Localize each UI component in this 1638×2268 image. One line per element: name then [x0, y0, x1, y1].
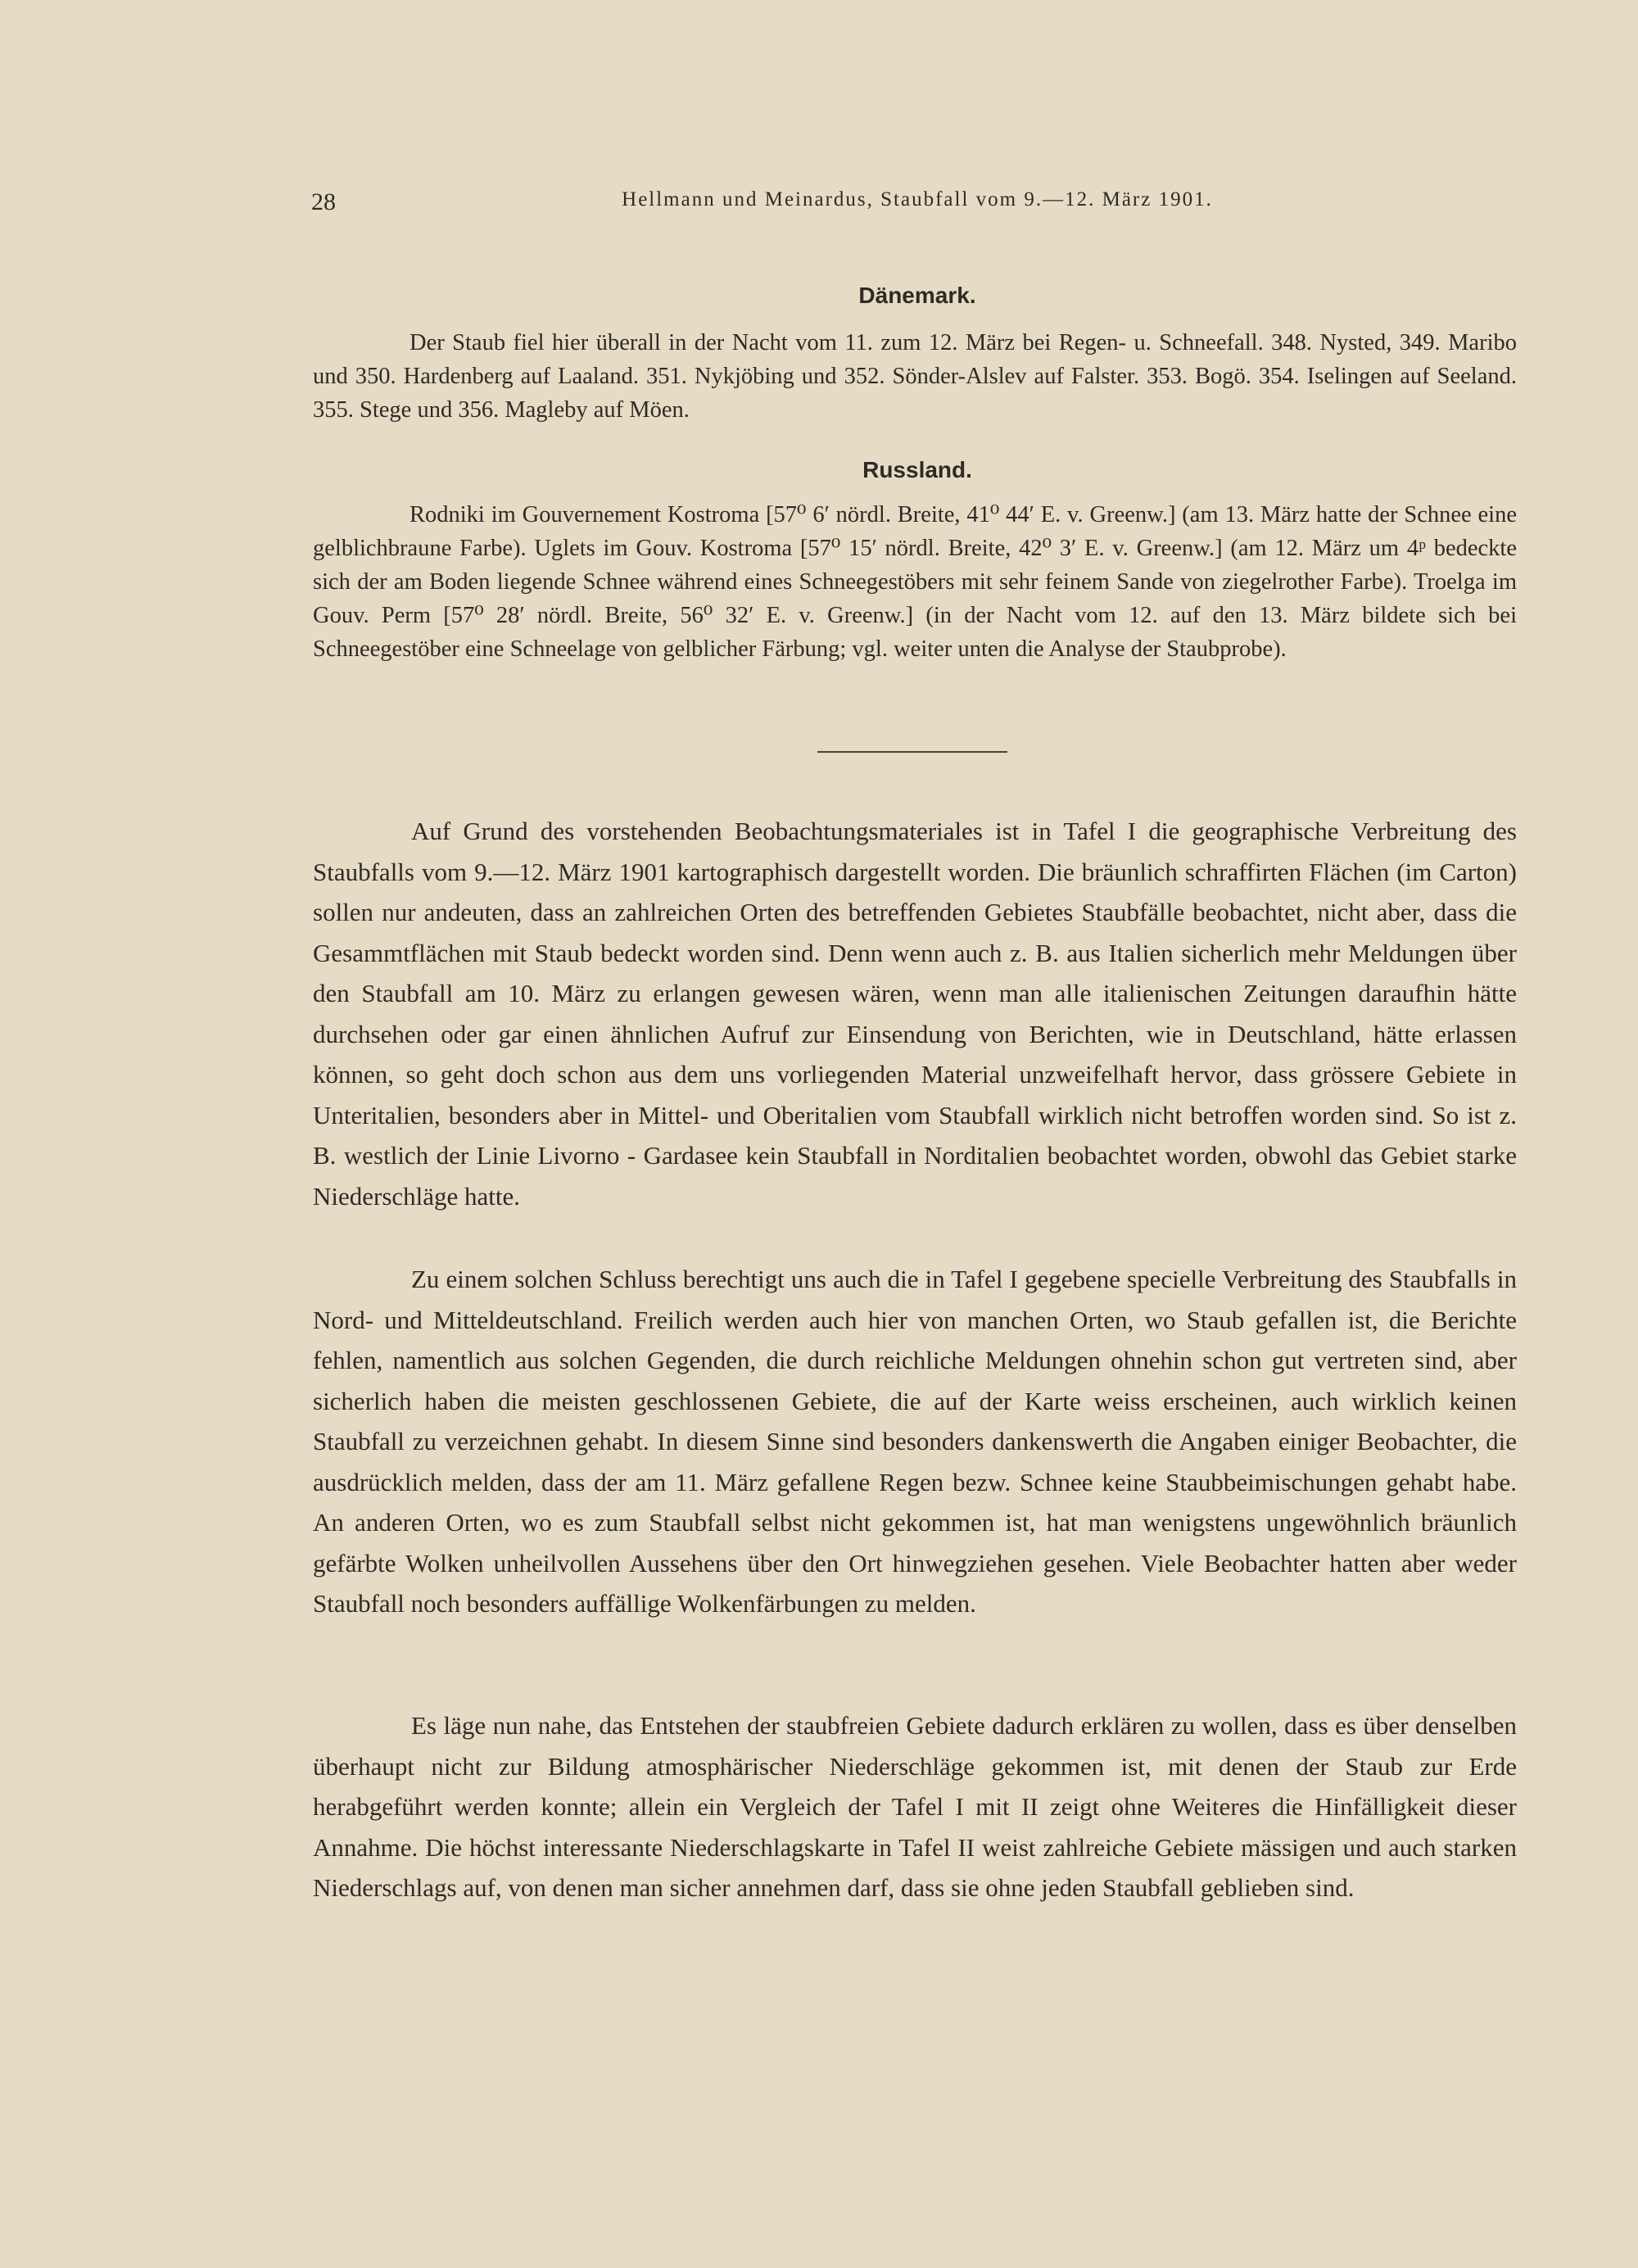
body-paragraph: Auf Grund des vorstehenden Beobachtungsmateriales ist in Tafel I die geographische Verbreitung des Staubfalls vom 9.—12. März 1901 kartographisch dargestellt worden. Die bräunlich schraffirten Flächen (im Carton) sollen nur andeuten, dass an zahlreichen Orten des betreffenden Gebietes Staubfälle beobachtet, nicht aber, dass die Gesammtflächen mit Staub bedeckt worden sind. Denn wenn auch z. B. aus Italien sicherlich mehr Meldungen über den Staubfall am 10. März zu erlangen gewesen wären, wenn man alle italienischen Zeitungen daraufhin hätte durchsehen oder gar einen ähnlichen Aufruf zur Einsendung von Berichten, wie in Deutschland, hätte erlassen können, so geht doch schon aus dem uns vorliegenden Material unzweifelhaft hervor, dass grössere Gebiete in Unteritalien, besonders aber in Mittel- und Oberitalien vom Staubfall wirklich nicht betroffen worden sind. So ist z. B. westlich der Linie Livorno - Gardasee kein Staubfall in Norditalien beobachtet worden, obwohl das Gebiet starke Niederschläge hatte.	[313, 817, 1517, 1211]
running-head: Hellmann und Meinardus, Staubfall vom 9.—12. März 1901.	[622, 188, 1213, 211]
section-heading-daenemark: Dänemark.	[858, 283, 976, 308]
section-text-daenemark: Der Staub fiel hier überall in der Nacht vom 11. zum 12. März bei Regen- u. Schneefall. 348. Nysted, 349. Maribo und 350. Hardenberg auf Laaland. 351. Nykjöbing und 352. Sönder-Alslev auf Falster. 353. Bogö. 354. Iselingen auf Seeland. 355. Stege und 356. Magleby auf Möen.	[313, 330, 1517, 423]
section-heading-russland: Russland.	[862, 457, 972, 482]
section-text-russland: Rodniki im Gouvernement Kostroma [57⁰ 6′ nördl. Breite, 41⁰ 44′ E. v. Greenw.] (am 13. März hatte der Schnee eine gelblichbraune Farbe). Uglets im Gouv. Kostroma [57⁰ 15′ nördl. Breite, 42⁰ 3′ E. v. Greenw.] (am 12. März um 4ᵖ bedeckte sich der am Boden liegende Schnee während eines Schneegestöbers mit sehr feinem Sande von ziegelrother Farbe). Troelga im Gouv. Perm [57⁰ 28′ nördl. Breite, 56⁰ 32′ E. v. Greenw.] (in der Nacht vom 12. auf den 13. März bildete sich bei Schneegestöber eine Schneelage von gelblicher Färbung; vgl. weiter unten die Analyse der Staubprobe).	[313, 502, 1517, 662]
page-header	[311, 188, 1523, 221]
body-paragraph: Zu einem solchen Schluss berechtigt uns auch die in Tafel I gegebene specielle Verbreitung des Staubfalls in Nord- und Mitteldeutschland. Freilich werden auch hier von manchen Orten, wo Staub gefallen ist, die Berichte fehlen, namentlich aus solchen Gegenden, die durch reichliche Meldungen ohnehin schon gut vertreten sind, aber sicherlich haben die meisten geschlossenen Gebiete, die auf der Karte weiss erscheinen, auch wirklich keinen Staubfall zu verzeichnen gehabt. In diesem Sinne sind besonders dankenswerth die Angaben einiger Beobachter, die ausdrücklich melden, dass der am 11. März gefallene Regen bezw. Schnee keine Staubbeimischungen gehabt habe. An anderen Orten, wo es zum Staubfall selbst nicht gekommen ist, hat man wenigstens ungewöhnlich bräunlich gefärbte Wolken unheilvollen Aussehens über den Ort hinwegziehen gesehen. Viele Beobachter hatten aber weder Staubfall noch besonders auffällige Wolkenfärbungen zu melden.	[313, 1265, 1517, 1618]
page-number: 28	[311, 188, 336, 215]
body-paragraph: Es läge nun nahe, das Entstehen der staubfreien Gebiete dadurch erklären zu wollen, dass es über denselben überhaupt nicht zur Bildung atmosphärischer Niederschläge gekommen ist, mit denen der Staub zur Erde herabgeführt werden konnte; allein ein Vergleich der Tafel I mit II zeigt ohne Weiteres die Hinfälligkeit dieser Annahme. Die höchst interessante Niederschlagskarte in Tafel II weist zahlreiche Gebiete mässigen und auch starken Niederschlags auf, von denen man sicher annehmen darf, dass sie ohne jeden Staubfall geblieben sind.	[313, 1711, 1517, 1902]
separator-rule	[817, 751, 1007, 753]
